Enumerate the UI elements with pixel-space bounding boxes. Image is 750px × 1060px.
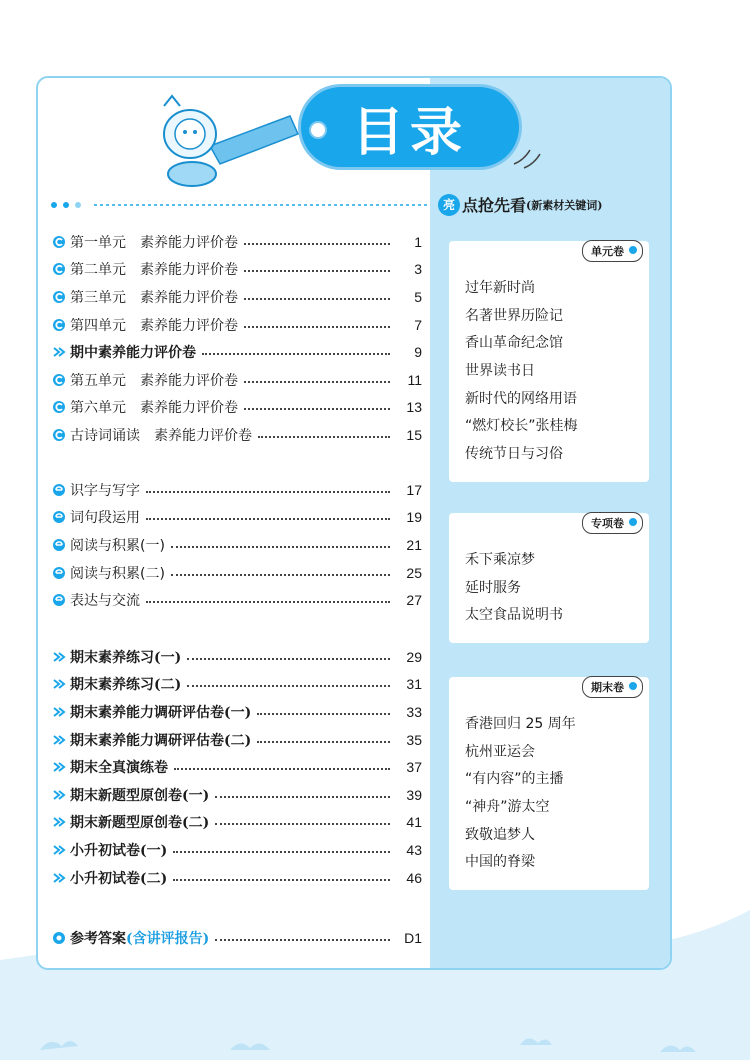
preview-box-tag-label: 单元卷 [591,245,624,258]
leader-dots [146,491,390,493]
toc-row-page: 15 [406,426,422,443]
c-icon [52,235,66,249]
toc-row-label: 期末素养能力调研评估卷(一) [70,704,252,721]
toc-row[interactable] [52,311,422,339]
toc-answer [52,924,422,952]
preview-box-tag [582,512,643,534]
leader-dots [257,713,390,715]
e-icon [52,483,66,497]
toc-row-label: 第一单元 素养能力评价卷 [70,234,238,251]
toc-row[interactable] [52,726,422,754]
toc-row-page: 27 [406,592,422,609]
preview-keyword: 香山革命纪念馆 [465,335,563,352]
star-icon [52,931,66,945]
leader-dots [244,381,390,383]
toc-row-label: 期末新题型原创卷(一) [70,787,210,804]
preview-keyword: 传统节日与习俗 [465,446,563,463]
toc-row[interactable] [52,531,422,559]
leader-dots [257,741,390,743]
leader-dots [244,243,390,245]
toc-row-label: 识字与写字 [70,482,140,499]
leader-dots [202,353,390,355]
preview-badge: 亮 [438,194,460,216]
toc-row-page: 17 [406,481,422,498]
preview-keyword: 杭州亚运会 [465,743,535,760]
toc-row[interactable] [52,671,422,699]
toc-row-label: 小升初试卷(一) [70,842,168,859]
preview-box-special [449,513,649,643]
toc-row[interactable] [52,366,422,394]
title-tag [298,84,522,170]
leader-dots [215,823,390,825]
toc-row-page: 41 [406,814,422,831]
toc-row[interactable] [52,421,422,449]
arrow-icon [52,733,66,747]
toc-row-label: 古诗词诵读 素养能力评价卷 [70,427,252,444]
preview-keyword-list [465,275,578,469]
toc-row-label: 期中素养能力评价卷 [70,345,196,362]
toc-row-label: 期末素养练习(二) [70,677,182,694]
leader-dots [173,879,390,881]
arrow-icon [52,705,66,719]
toc-row-label: 表达与交流 [70,593,140,610]
preview-header [438,193,602,216]
preview-box-tag-label: 专项卷 [591,517,624,530]
leader-dots [171,546,390,548]
preview-box-unit [449,241,649,482]
arrow-icon [52,650,66,664]
leader-dots [187,658,390,660]
preview-keyword: “有内容”的主播 [465,771,564,788]
toc-row[interactable] [52,559,422,587]
toc-row-page: 7 [414,316,422,333]
toc-row-page: 29 [406,648,422,665]
motion-lines-icon [510,140,550,170]
preview-keyword: 新时代的网络用语 [465,390,577,407]
toc-row-label: 阅读与积累(一) [70,537,165,554]
toc-row[interactable] [52,836,422,864]
toc-row-page: 1 [414,233,422,250]
toc-row[interactable] [52,256,422,284]
toc-row-label: 第六单元 素养能力评价卷 [70,400,238,417]
toc-row[interactable] [52,864,422,892]
toc-row-page: 13 [406,399,422,416]
toc-row-page: 35 [406,731,422,748]
answer-page: D1 [404,929,422,946]
preview-keyword: 中国的脊梁 [465,854,535,871]
arrow-icon [52,815,66,829]
toc-row[interactable] [52,338,422,366]
toc-row-label: 第二单元 素养能力评价卷 [70,262,238,279]
toc-row-page: 31 [406,676,422,693]
leader-dots [171,574,390,576]
toc-row-label: 词句段运用 [70,510,140,527]
preview-keyword-list [465,711,576,877]
leader-dots [215,796,390,798]
leader-dots [244,270,390,272]
toc-row-page: 25 [406,564,422,581]
toc-group-final [52,643,422,891]
toc-row-page: 3 [414,261,422,278]
preview-keyword: 太空食品说明书 [465,607,563,624]
leader-dots [173,851,390,853]
leader-dots [244,298,390,300]
toc-row-label: 期末素养能力调研评估卷(二) [70,732,252,749]
toc-row-page: 46 [406,869,422,886]
preview-keyword: 名著世界历险记 [465,307,563,324]
toc-row-label: 第四单元 素养能力评价卷 [70,317,238,334]
leader-dots [174,768,390,770]
c-icon [52,373,66,387]
arrow-icon [52,788,66,802]
toc-group-units [52,228,422,449]
preview-box-tag-label: 期末卷 [591,681,624,694]
toc-row-label: 期末新题型原创卷(二) [70,815,210,832]
leader-dots [244,326,390,328]
arrow-icon [52,871,66,885]
toc-row-label: 小升初试卷(二) [70,870,168,887]
toc-row[interactable] [52,283,422,311]
tag-icon [628,681,638,691]
toc-row[interactable] [52,698,422,726]
toc-row-page: 37 [406,759,422,776]
toc-row[interactable] [52,753,422,781]
answer-sublabel: (含讲评报告) [126,930,210,947]
preview-keyword: “燃灯校长”张桂梅 [465,418,578,435]
preview-keyword: 致敬追梦人 [465,826,535,843]
leader-dots [244,408,390,410]
astronaut-illustration [150,86,300,196]
preview-keyword: 世界读书日 [465,363,535,380]
toc-row[interactable] [52,586,422,614]
toc-row-answer[interactable] [52,924,422,952]
toc-row-label: 阅读与积累(二) [70,565,165,582]
toc-row-page: 39 [406,786,422,803]
arrow-icon [52,760,66,774]
preview-keyword: “神舟”游太空 [465,799,550,816]
divider-line [48,201,432,209]
toc-row-page: 5 [414,288,422,305]
preview-box-tag [582,676,643,698]
preview-keyword: 过年新时尚 [465,280,535,296]
leader-dots [146,518,390,520]
toc-row-page: 11 [407,371,422,388]
leader-dots [258,436,390,438]
preview-box-tag [582,240,643,262]
arrow-icon [52,677,66,691]
toc-row-page: 9 [414,344,422,361]
answer-label: 参考答案 [70,930,126,947]
toc-row-label: 期末全真演练卷 [70,760,168,777]
page-title: 目录 [351,102,468,163]
preview-keyword-list [465,547,563,630]
leader-dots [215,939,390,941]
arrow-icon [52,345,66,359]
toc-row-page: 19 [406,509,422,526]
preview-keyword: 禾下乘凉梦 [465,552,535,568]
toc-row[interactable] [52,809,422,837]
leader-dots [187,685,390,687]
preview-subtitle: (新素材关键词) [526,198,603,212]
preview-keyword: 香港回归 25 周年 [465,716,576,732]
preview-box-final [449,677,649,890]
e-icon [52,538,66,552]
leader-dots [146,601,390,603]
tag-icon [628,517,638,527]
toc-row-label: 期末素养练习(一) [70,649,182,666]
toc-row[interactable] [52,643,422,671]
toc-row[interactable] [52,781,422,809]
preview-keyword: 延时服务 [465,579,521,596]
c-icon [52,290,66,304]
c-icon [52,318,66,332]
c-icon [52,428,66,442]
toc-row-label: 第五单元 素养能力评价卷 [70,372,238,389]
preview-title: 点抢先看 [462,196,527,215]
toc-row[interactable] [52,504,422,532]
toc-group-topics [52,476,422,614]
c-icon [52,262,66,276]
toc-row[interactable] [52,476,422,504]
toc-row[interactable] [52,228,422,256]
toc-row-label: 第三单元 素养能力评价卷 [70,289,238,306]
e-icon [52,566,66,580]
c-icon [52,400,66,414]
e-icon [52,510,66,524]
toc-row[interactable] [52,394,422,422]
arrow-icon [52,843,66,857]
tag-icon [628,245,638,255]
e-icon [52,593,66,607]
toc-row-page: 43 [406,841,422,858]
toc-row-page: 33 [406,703,422,720]
toc-row-page: 21 [406,536,422,553]
